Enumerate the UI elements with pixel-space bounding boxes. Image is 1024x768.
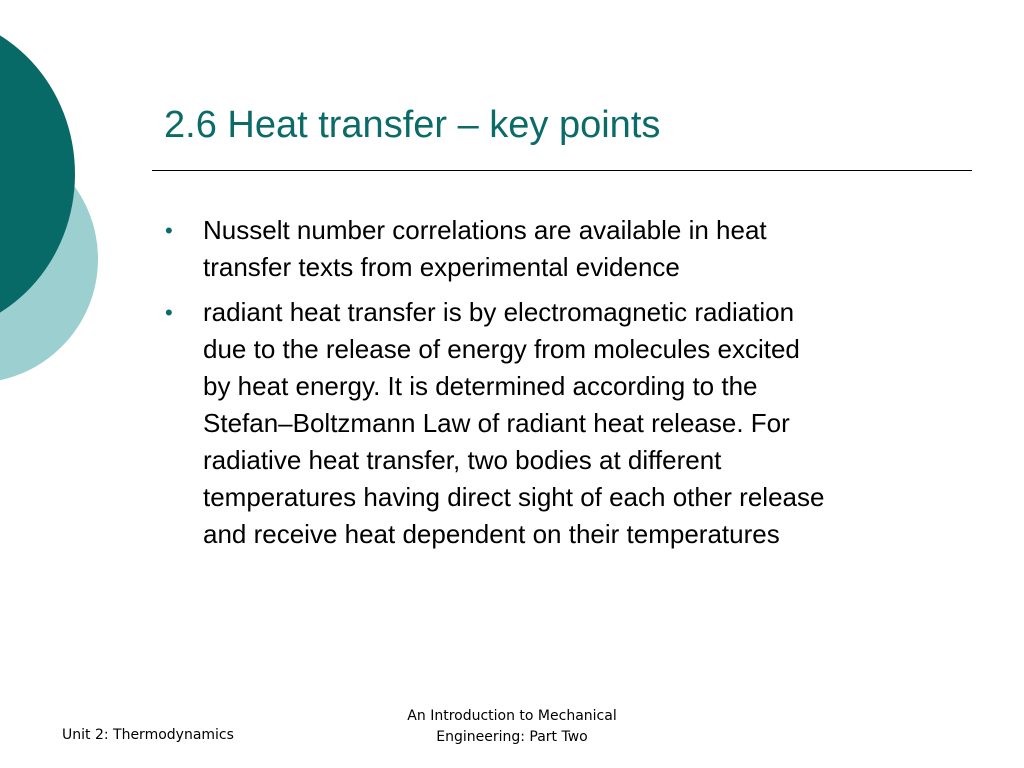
bullet-line: by heat energy. It is determined according to the <box>203 371 758 401</box>
bullet-line: temperatures having direct sight of each other release <box>203 482 825 512</box>
slide-title: 2.6 Heat transfer – key points <box>164 104 661 146</box>
footer-course-title <box>370 706 654 748</box>
title-divider <box>152 170 972 171</box>
bullet-line: Nusselt number correlations are available in heat <box>203 215 767 245</box>
footer-unit-label: Unit 2: Thermodynamics <box>62 727 234 743</box>
bullet-marker: • <box>165 218 173 243</box>
bullet-line: radiant heat transfer is by electromagnetic radiation <box>203 297 795 327</box>
footer-course-line: An Introduction to Mechanical <box>407 708 617 724</box>
bullet-item-radiant <box>165 294 965 553</box>
bullet-line: transfer texts from experimental evidence <box>203 252 680 282</box>
bullet-list <box>165 212 965 561</box>
bullet-line: radiative heat transfer, two bodies at different <box>203 445 722 475</box>
bullet-line: due to the release of energy from molecules excited <box>203 334 800 364</box>
footer-course-line: Engineering: Part Two <box>436 729 588 745</box>
bullet-line: and receive heat dependent on their temperatures <box>203 519 780 549</box>
bullet-marker: • <box>165 300 173 325</box>
bullet-item-nusselt <box>165 212 965 286</box>
bullet-line: Stefan–Boltzmann Law of radiant heat release. For <box>203 408 790 438</box>
